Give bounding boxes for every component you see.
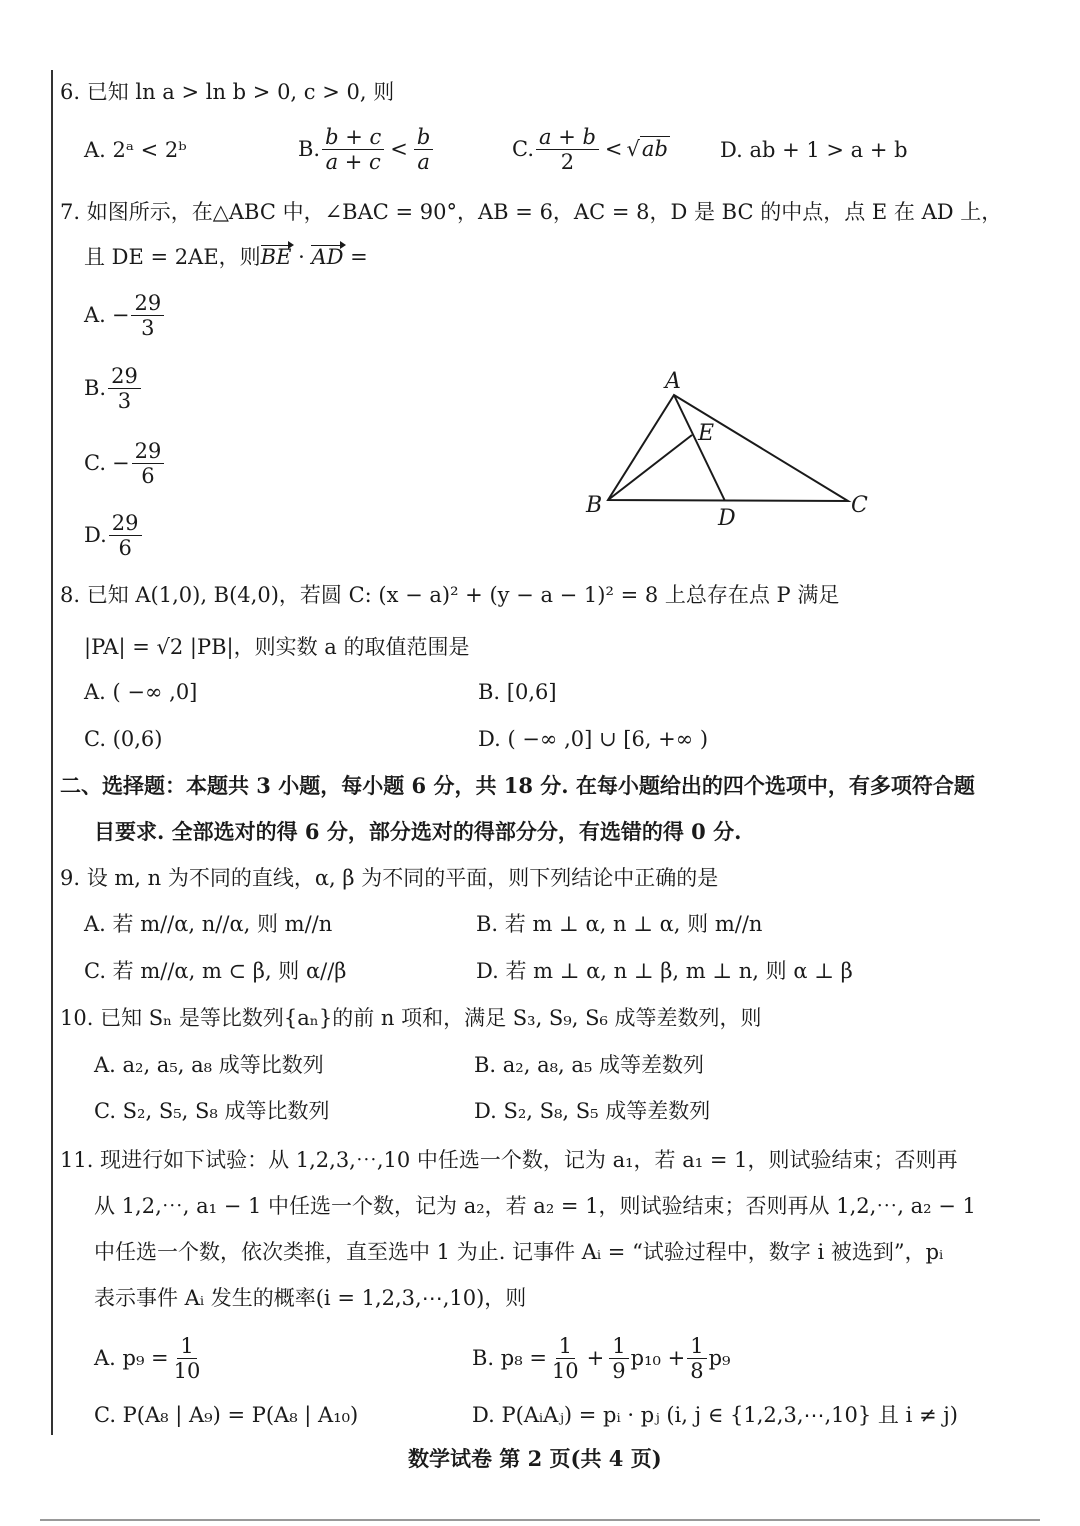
q9-stem: 9. 设 m, n 为不同的直线，α, β 为不同的平面，则下列结论中正确的是	[60, 866, 719, 890]
q7-option-c-sign: −	[112, 451, 130, 476]
q11-b-f2-num: 1	[609, 1335, 628, 1359]
q7-option-d-label: D.	[84, 523, 107, 548]
q7-c-den: 6	[141, 464, 155, 489]
q11-option-b	[472, 1335, 730, 1382]
q7-b-num: 29	[108, 365, 141, 389]
q11-stem-line2: 从 1,2,⋯, a₁ − 1 中任选一个数，记为 a₂，若 a₂ = 1，则试验结束；否则再从 1,2,⋯, a₂ − 1	[94, 1194, 976, 1218]
q6-option-b-label: B.	[298, 137, 321, 162]
q6-c-den: 2	[560, 150, 575, 175]
section-2-heading-line2: 目要求. 全部选对的得 6 分，部分选对的得部分分，有选错的得 0 分.	[94, 819, 742, 844]
q8-option-d: D. ( −∞ ,0] ∪ [6, +∞ )	[478, 727, 709, 751]
q9-option-d: D. 若 m ⊥ α, n ⊥ β, m ⊥ n, 则 α ⊥ β	[476, 959, 853, 983]
q7-option-d-fraction	[109, 512, 142, 559]
label-c: C	[851, 493, 868, 518]
q6-b-den1: a + c	[325, 150, 381, 175]
q8-option-a: A. ( −∞ ,0]	[84, 680, 198, 704]
q11-option-b-text: B. p₈ =	[472, 1346, 547, 1371]
q8-option-c: C. (0,6)	[84, 727, 163, 751]
q9-option-a: A. 若 m//α, n//α, 则 m//n	[84, 912, 333, 936]
q6-c-num: a + b	[536, 126, 599, 150]
q10-option-a: A. a₂, a₅, a₈ 成等比数列	[94, 1053, 324, 1077]
q6-b-num1: b + c	[322, 126, 384, 150]
q11-option-b-fraction-1	[549, 1335, 582, 1382]
q11-b-f3-num: 1	[687, 1335, 706, 1359]
label-e: E	[698, 421, 715, 446]
q11-a-den: 10	[173, 1359, 201, 1384]
q7-option-c-label: C.	[84, 451, 106, 476]
q8-stem-line2: |PA| = √2 |PB|，则实数 a 的取值范围是	[84, 635, 470, 659]
q11-option-d: D. P(AᵢAⱼ) = pᵢ · pⱼ (i, j ∈ {1,2,3,⋯,10} 且 i ≠ j)	[472, 1403, 958, 1427]
q7-stem-line1: 7. 如图所示，在△ABC 中，∠BAC = 90°，AB = 6，AC = 8，D 是 BC 的中点，点 E 在 AD 上，	[60, 200, 1003, 224]
q11-stem-line1: 11. 现进行如下试验：从 1,2,3,⋯,10 中任选一个数，记为 a₁，若 a₁ = 1，则试验结束；否则再	[60, 1148, 958, 1172]
q7-a-den: 3	[141, 316, 155, 341]
q7-stem-text: 且 DE = 2AE，则	[84, 245, 261, 269]
bottom-divider	[40, 1519, 1040, 1521]
label-a: A	[665, 369, 681, 394]
q11-a-num: 1	[177, 1335, 196, 1359]
q6-option-a: A. 2ᵃ < 2ᵇ	[84, 138, 187, 162]
q11-option-a	[94, 1335, 205, 1382]
q11-option-a-text: A. p₉ =	[94, 1346, 169, 1371]
q7-option-a-sign: −	[111, 303, 130, 328]
q10-stem: 10. 已知 Sₙ 是等比数列{aₙ}的前 n 项和，满足 S₃, S₉, S₆ 成等差数列，则	[60, 1006, 762, 1030]
q6-option-c	[512, 126, 670, 173]
q6-option-c-fraction	[536, 126, 599, 173]
q7-b-den: 3	[117, 389, 132, 414]
q6-stem: 6. 已知 ln a > ln b > 0, c > 0, 则	[60, 80, 395, 104]
q7-option-c-fraction	[132, 440, 165, 487]
q10-option-b: B. a₂, a₈, a₅ 成等差数列	[474, 1053, 704, 1077]
q6-option-b-fraction-right	[414, 126, 433, 173]
q7-d-den: 6	[118, 536, 132, 561]
q9-option-b: B. 若 m ⊥ α, n ⊥ α, 则 m//n	[476, 912, 763, 936]
q6-b-relation: <	[390, 137, 408, 162]
q11-option-a-fraction	[171, 1335, 204, 1382]
q6-c-relation: <	[604, 137, 623, 162]
q7-option-a	[84, 292, 166, 339]
q11-b-f2-den: 9	[612, 1359, 626, 1384]
q11-option-c: C. P(A₈ | A₉) = P(A₈ | A₁₀)	[94, 1403, 359, 1427]
q7-vector-ad: AD	[311, 245, 344, 269]
q11-stem-line3: 中任选一个数，依次类推，直至选中 1 为止. 记事件 Aᵢ = “试验过程中，数字 i 被选到”，pᵢ	[94, 1240, 944, 1264]
q11-b-plus: +	[586, 1346, 605, 1371]
q11-b-term3: p₉	[708, 1346, 731, 1371]
q7-c-num: 29	[132, 440, 165, 464]
q7-option-a-label: A.	[84, 303, 106, 328]
q7-dot: ·	[291, 245, 312, 269]
q7-option-d	[84, 512, 144, 559]
q6-b-den2: a	[417, 150, 430, 175]
q10-option-d: D. S₂, S₈, S₅ 成等差数列	[474, 1099, 711, 1123]
q11-option-b-fraction-2	[609, 1335, 628, 1382]
q7-equals: =	[343, 245, 368, 269]
triangle-abc	[608, 395, 848, 501]
label-b: B	[586, 493, 603, 518]
q6-option-d: D. ab + 1 > a + b	[720, 138, 908, 162]
q7-stem-line2	[84, 247, 368, 268]
section-2-heading-line1: 二、选择题：本题共 3 小题，每小题 6 分，共 18 分. 在每小题给出的四个选项中，有多项符合题	[60, 773, 975, 798]
q9-option-c: C. 若 m//α, m ⊂ β, 则 α//β	[84, 959, 347, 983]
q6-c-sqrt: √ab	[626, 137, 668, 162]
q8-option-b: B. [0,6]	[478, 680, 557, 704]
q7-d-num: 29	[109, 512, 142, 536]
q7-option-b	[84, 365, 143, 412]
q7-a-num: 29	[131, 292, 164, 316]
q11-b-f3-den: 8	[690, 1359, 704, 1384]
q7-vector-be: BE	[260, 245, 292, 269]
triangle-figure	[570, 360, 890, 535]
q8-stem-line1: 8. 已知 A(1,0), B(4,0)，若圆 C: (x − a)² + (y − a − 1)² = 8 上总存在点 P 满足	[60, 583, 840, 607]
q6-c-radicand: ab	[641, 137, 668, 162]
q6-option-b	[298, 126, 435, 173]
q10-option-c: C. S₂, S₅, S₈ 成等比数列	[94, 1099, 330, 1123]
q6-option-b-fraction-left	[322, 126, 384, 173]
q7-option-b-fraction	[108, 365, 141, 412]
q7-option-c	[84, 440, 166, 487]
q11-option-b-fraction-3	[687, 1335, 706, 1382]
q11-b-f1-den: 10	[551, 1359, 579, 1384]
q6-b-num2: b	[414, 126, 433, 150]
q11-b-term2: p₁₀ +	[630, 1346, 686, 1371]
binding-margin-line	[51, 70, 53, 1435]
segment-be	[608, 435, 692, 500]
q6-option-c-label: C.	[512, 137, 534, 162]
page-footer: 数学试卷 第 2 页(共 4 页)	[408, 1446, 662, 1471]
q7-option-b-label: B.	[84, 376, 107, 401]
q11-stem-line4: 表示事件 Aᵢ 发生的概率(i = 1,2,3,⋯,10)，则	[94, 1286, 527, 1310]
label-d: D	[718, 506, 736, 531]
q7-option-a-fraction	[131, 292, 164, 339]
q11-b-f1-num: 1	[556, 1335, 575, 1359]
